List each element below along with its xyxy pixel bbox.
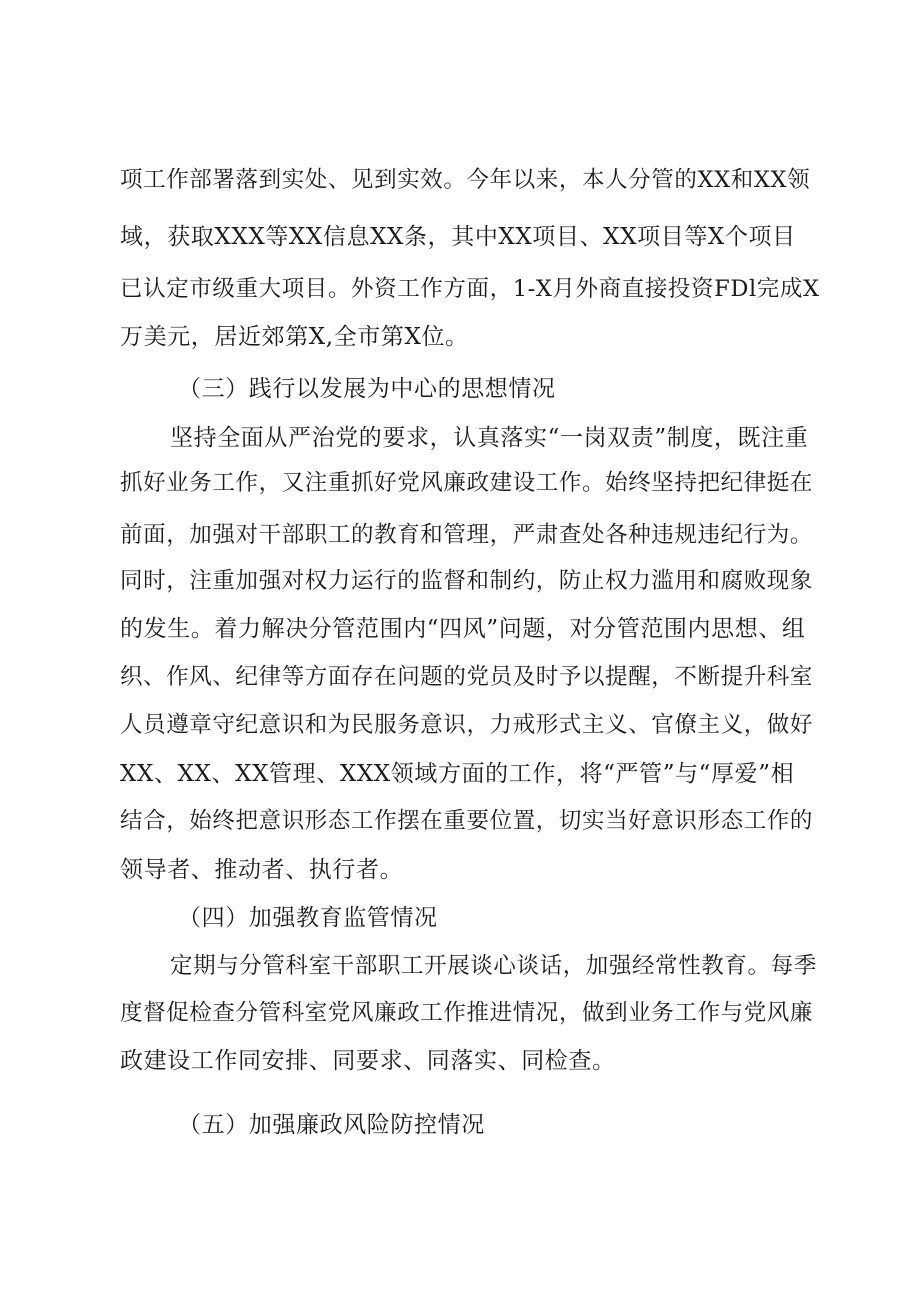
paragraph-line: 前面，加强对干部职工的教育和管理，严肃查处各种违规违纪行为。: [120, 522, 814, 548]
paragraph-line: 领导者、推动者、执行者。: [120, 857, 404, 883]
paragraph-line: 项工作部署落到实处、见到实效。今年以来，本人分管的XX和XX领: [120, 167, 811, 193]
paragraph-line: 域，获取XXX等XX信息XX条，其中XX项目、XX项目等X个项目: [120, 224, 796, 250]
section-heading: （四）加强教育监管情况: [178, 905, 438, 931]
paragraph-line: 度督促检查分管科室党风廉政工作推进情况，做到业务工作与党风廉: [120, 1000, 814, 1026]
paragraph-line: 同时，注重加强对权力运行的监督和制约，防止权力滥用和腐败现象: [120, 568, 814, 594]
paragraph-line: 定期与分管科室干部职工开展谈心谈话，加强经常性教育。每季: [170, 953, 817, 979]
section-heading: （五）加强廉政风险防控情况: [178, 1112, 485, 1138]
paragraph-line: XX、XX、XX管理、XXX领域方面的工作，将“严管”与“厚爱”相: [120, 761, 795, 787]
section-heading: （三）践行以发展为中心的思想情况: [178, 376, 556, 402]
paragraph-line: 政建设工作同安排、同要求、同落实、同检查。: [120, 1048, 616, 1074]
paragraph-line: 的发生。着力解决分管范围内“四风”问题，对分管范围内思想、组: [120, 616, 806, 642]
paragraph-line: 抓好业务工作，又注重抓好党风廉政建设工作。始终坚持把纪律挺在: [120, 470, 814, 496]
paragraph-line: 坚持全面从严治党的要求，认真落实“一岗双责”制度，既注重: [170, 425, 809, 451]
paragraph-line: 人员遵章守纪意识和为民服务意识，力戒形式主义、官僚主义，做好: [120, 712, 814, 738]
paragraph-line: 已认定市级重大项目。外资工作方面，1-X月外商直接投资FDl完成X: [120, 276, 820, 302]
paragraph-line: 织、作风、纪律等方面存在问题的党员及时予以提醒，不断提升科室: [120, 664, 814, 690]
paragraph-line: 结合，始终把意识形态工作摆在重要位置，切实当好意识形态工作的: [120, 808, 814, 834]
paragraph-line: 万美元，居近郊第X,全市第X位。: [120, 324, 469, 350]
